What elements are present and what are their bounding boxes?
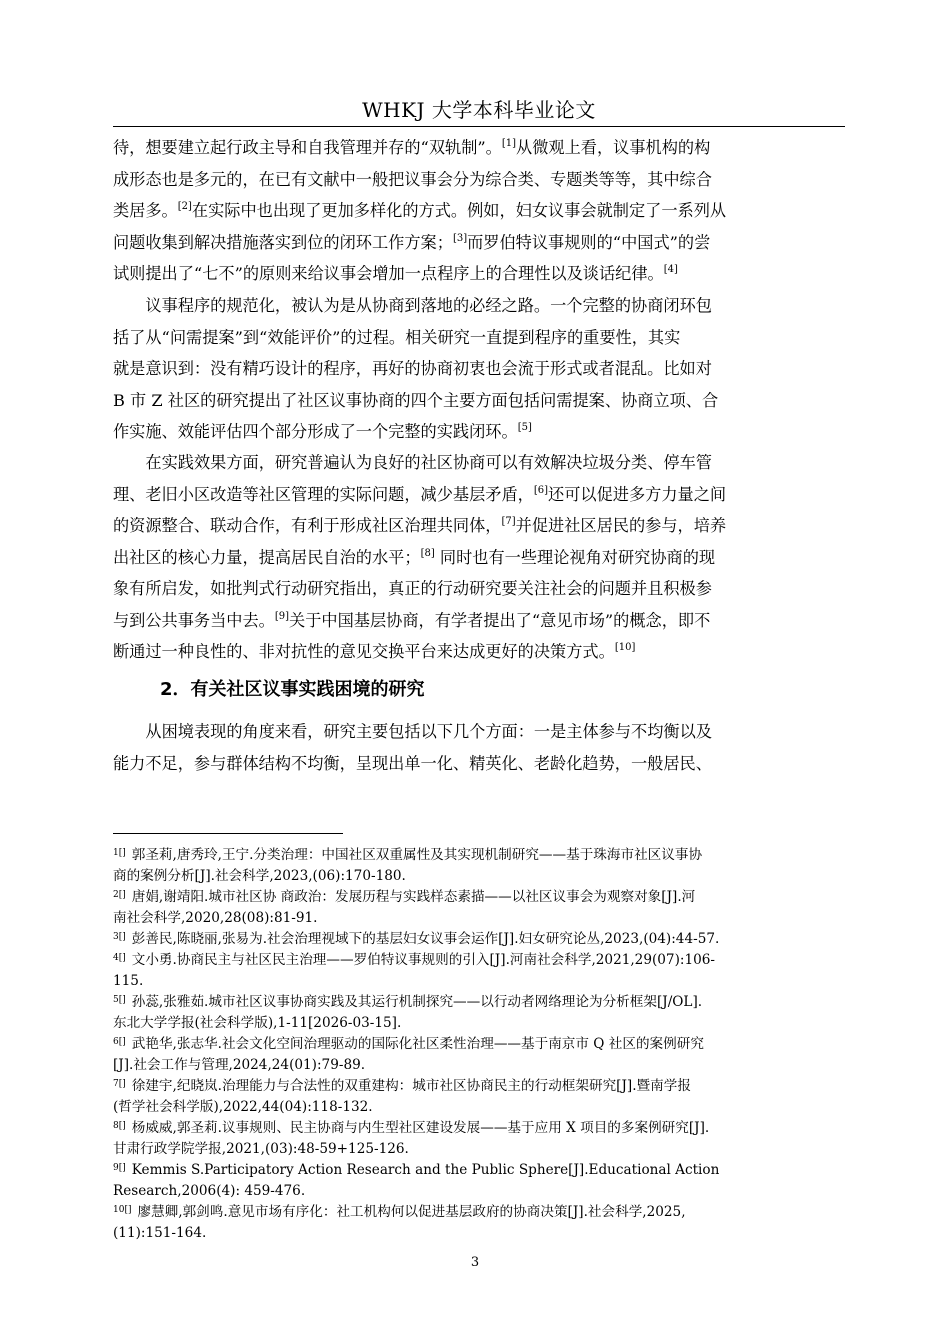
text-run: 在实际中也出现了更加多样化的方式。例如，妇女议事会就制定了一系列从 <box>191 201 727 220</box>
text-line <box>113 479 845 511</box>
footnote-item <box>113 1034 845 1076</box>
footnote-line <box>113 950 845 971</box>
footnote-ref[interactable]: [6] <box>533 484 549 496</box>
footnote-line <box>113 1034 845 1055</box>
section-heading: 2．有关社区议事实践困境的研究 <box>160 679 425 700</box>
footnote-line <box>113 1118 845 1139</box>
footnote-line <box>113 1202 845 1223</box>
body-paragraph-2 <box>113 290 845 448</box>
text-run: 括了从“问需提案”到“效能评价”的过程。相关研究一直提到程序的重要性，其实 <box>113 327 681 347</box>
footnote-item <box>113 929 845 950</box>
footnote-mark: 4[] <box>113 953 126 963</box>
footnote-line <box>113 887 845 908</box>
text-run: 就是意识到：没有精巧设计的程序，再好的协商初衷也会流于形式或者混乱。比如对 <box>113 359 712 378</box>
text-line <box>113 385 845 417</box>
footnote-line <box>113 929 845 950</box>
text-run: 还可以促进多方力量之间 <box>548 484 727 504</box>
text-line <box>113 447 845 479</box>
text-line <box>113 227 845 259</box>
footnote-mark: 5[] <box>113 995 126 1005</box>
footnote-line <box>113 1076 845 1097</box>
footnote-text: 孙蕊,张雅茹.城市社区议事协商实践及其运行机制探究——以行动者网络理论为分析框架[J/OL]. <box>131 994 703 1010</box>
footnote-line <box>113 845 845 866</box>
text-run: 与到公共事务当中去。 <box>113 610 275 630</box>
footnote-line <box>113 1160 845 1181</box>
text-run: 试则提出了“七不”的原则来给议事会增加一点程序上的合理性以及谈话纪律。 <box>113 264 664 283</box>
body-paragraph-3 <box>113 447 845 668</box>
footnote-ref[interactable]: [7] <box>501 516 516 527</box>
footnote-text: 南社会科学,2020,28(08):81-91. <box>113 910 318 926</box>
running-header: WHKJ 大学本科毕业论文 <box>362 98 596 122</box>
footnote-text: Research,2006(4): 459-476. <box>113 1183 306 1199</box>
footnote-text: 115. <box>113 973 144 989</box>
text-line <box>113 258 845 290</box>
text-line <box>113 605 845 637</box>
text-line <box>113 322 845 354</box>
footnote-text: [J].社会工作与管理,2024,24(01):79-89. <box>113 1057 366 1073</box>
footnote-ref[interactable]: [3] <box>452 232 468 244</box>
header-rule <box>113 126 845 127</box>
footnote-line <box>113 971 845 992</box>
footnote-line <box>113 908 845 929</box>
text-line <box>113 573 845 605</box>
text-run: 问题收集到解决措施落实到位的闭环工作方案； <box>113 232 453 252</box>
footnote-ref[interactable]: [8] <box>420 547 435 559</box>
text-line <box>113 542 845 574</box>
footnote-line <box>113 1055 845 1076</box>
footnote-ref[interactable]: [10] <box>614 642 636 653</box>
footnote-text: 武艳华,张志华.社会文化空间治理驱动的国际化社区柔性治理——基于南京市 Q 社区的案例研究 <box>131 1036 704 1052</box>
footnote-text: 徐建宇,纪晓岚.治理能力与合法性的双重建构：城市社区协商民主的行动框架研究[J].暨南学报 <box>131 1078 691 1094</box>
text-run: 在实践效果方面，研究普遍认为良好的社区协商可以有效解决垃圾分类、停车管 <box>145 453 712 472</box>
footnote-mark: 10[] <box>113 1205 132 1215</box>
footnote-line <box>113 992 845 1013</box>
text-run: 作实施、效能评估四个部分形成了一个完整的实践闭环。 <box>113 422 518 441</box>
footnote-mark: 9[] <box>113 1163 126 1173</box>
text-line <box>113 716 845 748</box>
text-run: 同时也有一些理论视角对研究协商的现 <box>434 547 716 567</box>
footnote-ref[interactable]: [5] <box>517 422 532 433</box>
footnote-ref[interactable]: [1] <box>501 138 517 149</box>
footnote-item <box>113 1160 845 1202</box>
footnote-mark: 8[] <box>113 1121 126 1131</box>
text-run: 从微观上看，议事机构的构 <box>516 138 711 157</box>
footnote-text: 东北大学学报(社会科学版),1-11[2026-03-15]. <box>113 1015 402 1031</box>
footnote-line <box>113 1097 845 1118</box>
footnote-ref[interactable]: [4] <box>663 264 678 275</box>
text-run: 类居多。 <box>113 201 178 220</box>
footnote-item <box>113 1076 845 1118</box>
body-paragraph-4 <box>113 716 845 779</box>
body-paragraph-1 <box>113 132 845 290</box>
text-run: 并促进社区居民的参与，培养 <box>515 516 727 535</box>
footnote-item <box>113 1202 845 1244</box>
footnote-ref[interactable]: [2] <box>177 201 192 212</box>
footnote-line <box>113 1223 845 1244</box>
footnote-text: (哲学社会科学版),2022,44(04):118-132. <box>113 1099 373 1115</box>
footnote-text: 商的案例分析[J].社会科学,2023,(06):170-180. <box>113 868 406 884</box>
footnote-line <box>113 1181 845 1202</box>
text-line <box>113 416 845 448</box>
text-line <box>113 290 845 322</box>
footnote-item <box>113 887 845 929</box>
text-line <box>113 636 845 668</box>
text-run: 的资源整合、联动合作，有利于形成社区治理共同体， <box>113 516 502 535</box>
footnote-mark: 1[] <box>113 848 126 858</box>
footnote-item <box>113 1118 845 1160</box>
footnote-item <box>113 992 845 1034</box>
text-line <box>113 353 845 385</box>
footnote-separator <box>113 833 343 834</box>
text-run: 而罗伯特议事规则的“中国式”的尝 <box>467 232 711 252</box>
footnotes <box>113 845 845 1244</box>
footnote-line <box>113 1013 845 1034</box>
footnote-item <box>113 950 845 992</box>
text-run: 关于中国基层协商，有学者提出了“意见市场”的概念，即不 <box>289 610 711 630</box>
text-run: 象有所启发，如批判式行动研究指出，真正的行动研究要关注社会的问题并且积极参 <box>113 579 712 598</box>
footnote-mark: 7[] <box>113 1079 126 1089</box>
footnote-mark: 6[] <box>113 1037 126 1047</box>
footnote-mark: 2[] <box>113 890 126 900</box>
text-line <box>113 164 845 196</box>
footnote-text: 廖慧卿,郭剑鸣.意见市场有序化：社工机构何以促进基层政府的协商决策[J].社会科学,2025, <box>137 1204 686 1220</box>
text-line <box>113 132 845 164</box>
footnote-item <box>113 845 845 887</box>
text-run: 待，想要建立起行政主导和自我管理并存的“双轨制”。 <box>113 138 502 157</box>
text-run: B 市 Z 社区的研究提出了社区议事协商的四个主要方面包括问需提案、协商立项、合 <box>113 390 719 410</box>
text-run: 出社区的核心力量，提高居民自治的水平； <box>113 547 421 567</box>
footnote-text: 唐娟,谢靖阳.城市社区协 商政治：发展历程与实践样态素描——以社区议事会为观察对象[J].河 <box>131 889 696 905</box>
text-run: 理、老旧小区改造等社区管理的实际问题，减少基层矛盾， <box>113 484 534 504</box>
footnote-text: 文小勇.协商民主与社区民主治理——罗伯特议事规则的引入[J].河南社会科学,2021,29(07):106- <box>131 952 716 968</box>
footnote-line <box>113 1139 845 1160</box>
footnote-text: (11):151-164. <box>113 1225 207 1241</box>
text-run: 能力不足，参与群体结构不均衡，呈现出单一化、精英化、老龄化趋势，一般居民、 <box>113 753 712 773</box>
footnote-text: 杨威威,郭圣莉.议事规则、民主协商与内生型社区建设发展——基于应用 X 项目的多案例研究[J]. <box>131 1120 710 1136</box>
text-line <box>113 748 845 780</box>
text-run: 断通过一种良性的、非对抗性的意见交换平台来达成更好的决策方式。 <box>113 642 615 661</box>
page-number: 3 <box>470 1255 480 1270</box>
footnote-ref[interactable]: [9] <box>274 610 290 622</box>
text-run: 成形态也是多元的，在已有文献中一般把议事会分为综合类、专题类等等，其中综合 <box>113 169 712 189</box>
footnote-mark: 3[] <box>113 932 126 942</box>
text-run: 从困境表现的角度来看，研究主要包括以下几个方面：一是主体参与不均衡以及 <box>145 722 712 741</box>
footnote-text: 彭善民,陈晓丽,张易为.社会治理视域下的基层妇女议事会运作[J].妇女研究论丛,2023,(04):44-57. <box>131 931 720 947</box>
footnote-text: Kemmis S.Participatory Action Research and the Public Sphere[J].Educational Action <box>131 1162 720 1178</box>
text-line <box>113 195 845 227</box>
footnote-line <box>113 866 845 887</box>
footnote-text: 郭圣莉,唐秀玲,王宁.分类治理：中国社区双重属性及其实现机制研究——基于珠海市社区议事协 <box>131 847 703 863</box>
text-line <box>113 510 845 542</box>
footnote-text: 甘肃行政学院学报,2021,(03):48-59+125-126. <box>113 1141 409 1157</box>
text-run: 议事程序的规范化，被认为是从协商到落地的必经之路。一个完整的协商闭环包 <box>145 296 712 315</box>
